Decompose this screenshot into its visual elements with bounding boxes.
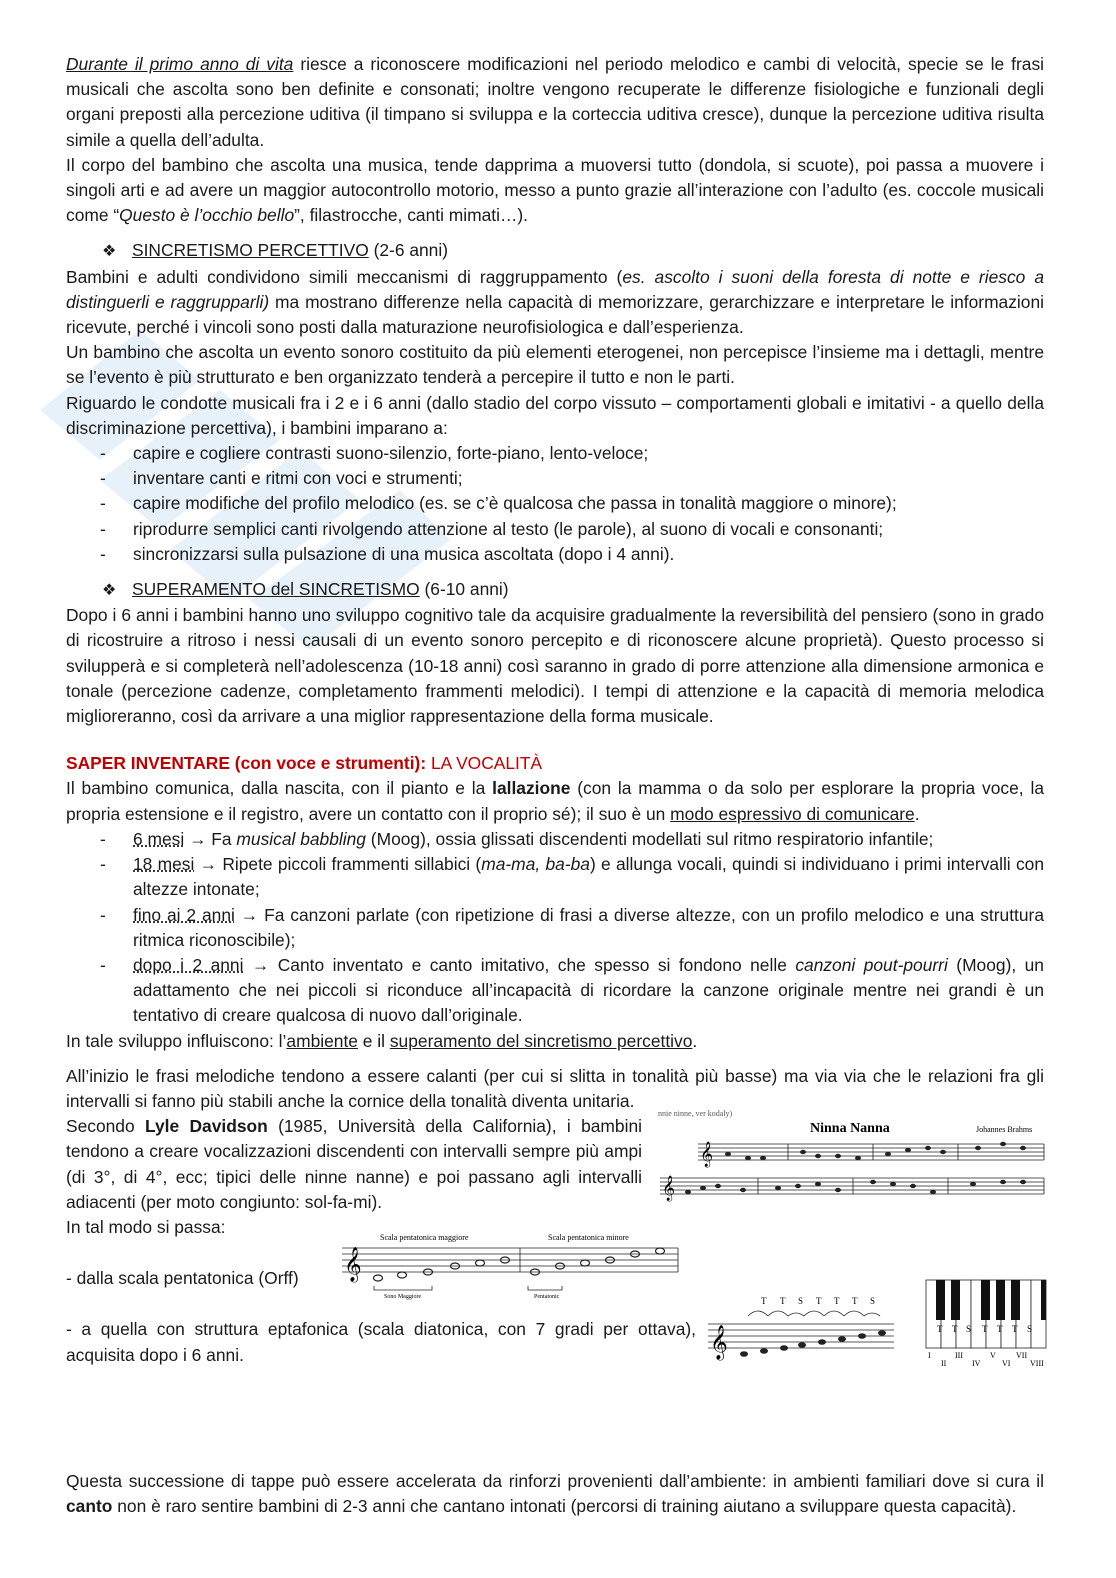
penta-brackets xyxy=(374,1286,562,1290)
list-item xyxy=(66,827,1044,852)
paragraph-grouping xyxy=(66,265,1044,341)
diamond-bullet-icon: ❖ xyxy=(102,243,117,261)
ninna-composer: Johannes Brahms xyxy=(976,1125,1033,1135)
step-label: S xyxy=(1027,1324,1033,1335)
ninna-fragment: nnie ninne, ver kodaly) xyxy=(658,1109,733,1119)
stage-after: (Moog), ossia glissati discendenti modellati sul ritmo respiratorio infantile; xyxy=(365,828,934,849)
sincretismo-range: (2-6 anni) xyxy=(368,240,448,261)
step-label: T xyxy=(937,1324,943,1335)
penta-major-label: Scala pentatonica maggiore xyxy=(380,1233,469,1243)
grouping-text-b: ma mostrano differenze nella capacità di memorizzare, gerarchizzare e interpretare le informazioni ricevute, perché i vincoli sono posti dalla maturazione neurofisiologica e dall’esperienza. xyxy=(66,291,1044,338)
step-label: T xyxy=(761,1296,767,1307)
step-label: T xyxy=(834,1296,840,1307)
paragraph-heptatonic: - a quella con struttura eptafonica (scala diatonica, con 7 gradi per ottava), acquisita dopo i 6 anni. xyxy=(66,1319,696,1365)
step-label: T xyxy=(816,1296,822,1307)
paragraph-passage: In tal modo si passa: xyxy=(66,1216,226,1237)
step-arcs xyxy=(748,1311,880,1316)
list-item: - inventare canti e ritmi con voci e strumenti; xyxy=(66,466,1044,491)
degree-label: IV xyxy=(972,1359,981,1369)
sincretismo-title: SINCRETISMO PERCETTIVO xyxy=(132,240,369,261)
stage-text: → Fa canzoni parlate (con ripetizione di frasi a diverse altezze, con un profilo melodico e una struttura ritmica riconoscibile); xyxy=(133,904,1044,950)
step-label: S xyxy=(870,1296,876,1307)
influences-text-c: e il xyxy=(357,1030,390,1051)
stage-after: ) e allunga vocali, quindi si individuano i primi intervalli con altezze intonate; xyxy=(133,854,1045,900)
treble-clef-icon: 𝄞 xyxy=(700,1141,714,1167)
penta-bracket-label-1: Sono Maggiore xyxy=(384,1294,422,1301)
list-item: - sincronizzarsi sulla pulsazione di una musica ascoltata (dopo i 4 anni). xyxy=(66,542,1044,567)
reinforcement-text-a: Questa successione di tappe può essere accelerata da rinforzi provenienti dall’ambiente: in ambienti familiari dove si cura il xyxy=(66,1471,1044,1492)
degree-label: VI xyxy=(1002,1359,1011,1369)
grouping-italic: es. ascolto i suoni della foresta di notte e riesco a distinguerli e raggrupparli) xyxy=(66,266,1044,312)
paragraph-body-movement xyxy=(66,153,1044,229)
learning-list xyxy=(66,441,1044,567)
lallazione-end: . xyxy=(914,803,920,824)
step-label: S xyxy=(966,1324,972,1335)
lallazione-text-a: Il bambino comunica, dalla nascita, con il pianto e la xyxy=(66,778,493,799)
penta-minor-label: Scala pentatonica minore xyxy=(548,1233,629,1243)
stage-italic: canzoni pout-pourri xyxy=(795,954,948,975)
stage-age: 6 mesi xyxy=(133,828,185,849)
piano-keyboard-figure xyxy=(924,1278,1056,1370)
paragraph-details: Un bambino che ascolta un evento sonoro costituito da più elementi eterogenei, non percepisce l’insieme ma i dettagli, mentre se l’evento è più strutturato e ben organizzato tenderà a percepire il tutto e non le parti. xyxy=(66,342,1044,388)
step-label: S xyxy=(798,1296,804,1307)
step-label: T xyxy=(780,1296,786,1307)
degree-label: V xyxy=(990,1351,996,1361)
influences-ambiente: ambiente xyxy=(286,1030,358,1051)
section-superamento-heading xyxy=(102,577,1044,603)
paragraph-lallazione xyxy=(66,776,1044,826)
ninna-nanna-score xyxy=(658,1108,1048,1208)
davidson-block xyxy=(66,1109,1044,1469)
first-year-lead: Durante il primo anno di vita xyxy=(66,54,294,74)
superamento-title: SUPERAMENTO del SINCRETISMO xyxy=(132,579,420,600)
body-movement-italic: Questo è l’occhio bello xyxy=(119,205,295,226)
ninna-title: Ninna Nanna xyxy=(810,1121,890,1137)
davidson-name: Lyle Davidson xyxy=(145,1116,268,1137)
step-label: T xyxy=(1012,1324,1018,1335)
diatonic-scale-figure xyxy=(706,1294,896,1370)
paragraph-conduct: Riguardo le condotte musicali fra i 2 e i 6 anni (dallo stadio del corpo vissuto – comportamenti globali e imitativi - a quello della discriminazione percettiva), i bambini imparano a: xyxy=(66,392,1044,438)
stage-italic: ma-ma, ba-ba xyxy=(481,854,590,875)
section-vocalita-heading xyxy=(66,751,1044,776)
step-label: T xyxy=(852,1296,858,1307)
body-movement-text: Il corpo del bambino che ascolta una musica, tende dapprima a muoversi tutto (dondola, si scuote), poi passa a muovere i singoli arti e ad avere un maggior autocontrollo motorio, messo a punto grazie all’interazione con l’adulto (es. coccole musicali come “ xyxy=(66,154,1044,226)
degree-label: III xyxy=(955,1351,963,1361)
vocalita-heading-rest: LA VOCALITÀ xyxy=(426,753,543,774)
vocalita-heading-bold: SAPER INVENTARE (con voce e strumenti): xyxy=(66,753,427,774)
reinforcement-bold: canto xyxy=(66,1496,113,1517)
paragraph-influences xyxy=(66,1029,1044,1054)
influences-superamento: superamento del sincretismo percettivo xyxy=(389,1030,693,1051)
ninna-notes-1 xyxy=(725,1142,1026,1160)
body-movement-tail: ”, filastrocche, canti mimati…). xyxy=(294,205,528,226)
paragraph-pentatonic: - dalla scala pentatonica (Orff) xyxy=(66,1268,299,1289)
list-item: - capire e cogliere contrasti suono-silenzio, forte-piano, lento-veloce; xyxy=(66,441,1044,466)
paragraph-calanti: All’inizio le frasi melodiche tendono a essere calanti (per cui si slitta in tonalità più basse) ma via via che le relazioni fra gli intervalli si fanno più stabili anche la cornice della tonalità diventa unitaria. xyxy=(66,1065,1044,1111)
paragraph-davidson xyxy=(66,1114,642,1215)
grouping-text-a: Bambini e adulti condividono simili meccanismi di raggruppamento ( xyxy=(66,266,623,287)
stage-text: → Fa xyxy=(184,828,237,849)
paragraph-first-year xyxy=(66,52,1044,153)
degree-label: VIII xyxy=(1030,1359,1044,1369)
degree-label: I xyxy=(928,1351,931,1361)
list-item: - riprodurre semplici canti rivolgendo attenzione al testo (le parole), al suono di vocali e consonanti; xyxy=(66,517,1044,542)
list-item xyxy=(66,953,1044,1029)
stage-text: → Ripete piccoli frammenti sillabici ( xyxy=(194,854,482,875)
treble-clef-icon: 𝄞 xyxy=(710,1326,728,1360)
list-item: - capire modifiche del profilo melodico (es. se c’è qualcosa che passa in tonalità maggiore o minore); xyxy=(66,491,1044,516)
first-year-text: riesce a riconoscere modificazioni nel periodo melodico e cambi di velocità, specie se le frasi musicali che ascolta sono ben definite e consonati; inoltre vengono recuperate le differenze fisiologiche e funzionali degli organi preposti alla percezione uditiva (il timpano si sviluppa e la corteccia uditiva cresce), dunque la percezione uditiva risulta simile a quella dell’adulta. xyxy=(66,54,1045,150)
penta-bracket-label-2: Pentatonic xyxy=(534,1294,560,1301)
davidson-text-c: (1985, Università della California), i bambini tendono a creare vocalizzazioni discendenti con intervalli sempre più ampi (di 3°, di 4°, ecc; tipici delle ninne nanne) e poi passano agli intervalli adiacenti (per moto congiunto: sol-fa-mi). xyxy=(66,1116,642,1212)
lallazione-underline: modo espressivo di comunicare xyxy=(670,803,915,824)
stage-age: dopo i 2 anni xyxy=(133,954,244,975)
scale-step-labels xyxy=(761,1296,875,1306)
penta-notes xyxy=(374,1248,665,1281)
degree-label: II xyxy=(941,1359,947,1369)
degree-label: VII xyxy=(1016,1351,1028,1361)
treble-clef-icon: 𝄞 xyxy=(662,1175,676,1201)
degree-labels xyxy=(928,1351,1044,1368)
influences-text-a: In tale sviluppo influiscono: l’ xyxy=(66,1030,287,1051)
reinforcement-text-c: non è raro sentire bambini di 2-3 anni che cantano intonati (percorsi di training aiutano a sviluppare questa capacità). xyxy=(112,1496,1017,1517)
influences-end: . xyxy=(692,1030,698,1051)
section-sincretismo-heading xyxy=(102,238,1044,264)
diatonic-notes xyxy=(740,1330,886,1357)
stage-after: (Moog), un adattamento che nei piccoli si riconduce all’incapacità di ricordare la canzone originale mentre nei grandi è un tentativo di creare qualcosa di nuovo dall’originale. xyxy=(133,954,1044,1026)
superamento-range: (6-10 anni) xyxy=(419,579,509,600)
list-item xyxy=(66,903,1044,953)
treble-clef-icon: 𝄞 xyxy=(344,1248,362,1282)
diamond-bullet-icon: ❖ xyxy=(102,582,117,600)
paragraph-reinforcement xyxy=(66,1469,1044,1519)
stage-age: fino ai 2 anni xyxy=(133,904,235,925)
paragraph-reversibility: Dopo i 6 anni i bambini hanno uno sviluppo cognitivo tale da acquisire gradualmente la reversibilità del pensiero (sono in grado di ricostruire a ritroso i nessi causali di un evento sonoro percepito e di riconoscere alcune proprietà). Questo processo si svilupperà e si completerà nell’adolescenza (10-18 anni) così saranno in grado di porre attenzione alla dimensione armonica e tonale (percezione cadenze, completamento frammenti melodici). I tempi di attenzione e la capacità di memoria melodica miglioreranno, così da arrivare a una miglior rappresentazione della forma musicale. xyxy=(66,605,1044,727)
lallazione-text-c: (con la mamma o da solo per esplorare la propria voce, la propria estensione e il registro, avere un contatto con il proprio sé); il suo è un xyxy=(66,778,1044,824)
lallazione-bold: lallazione xyxy=(492,778,571,799)
step-label: T xyxy=(997,1324,1003,1335)
step-label: T xyxy=(952,1324,958,1335)
stage-age: 18 mesi xyxy=(133,854,195,875)
document-page xyxy=(66,52,1044,1520)
pentatonic-scales-figure xyxy=(340,1232,680,1302)
vocal-stages-list xyxy=(66,827,1044,1029)
list-item xyxy=(66,852,1044,902)
stage-text: → Canto inventato e canto imitativo, che spesso si fondono nelle xyxy=(243,954,796,975)
stage-italic: musical babbling xyxy=(236,828,366,849)
step-label: T xyxy=(982,1324,988,1335)
davidson-text-a: Secondo xyxy=(66,1116,145,1137)
